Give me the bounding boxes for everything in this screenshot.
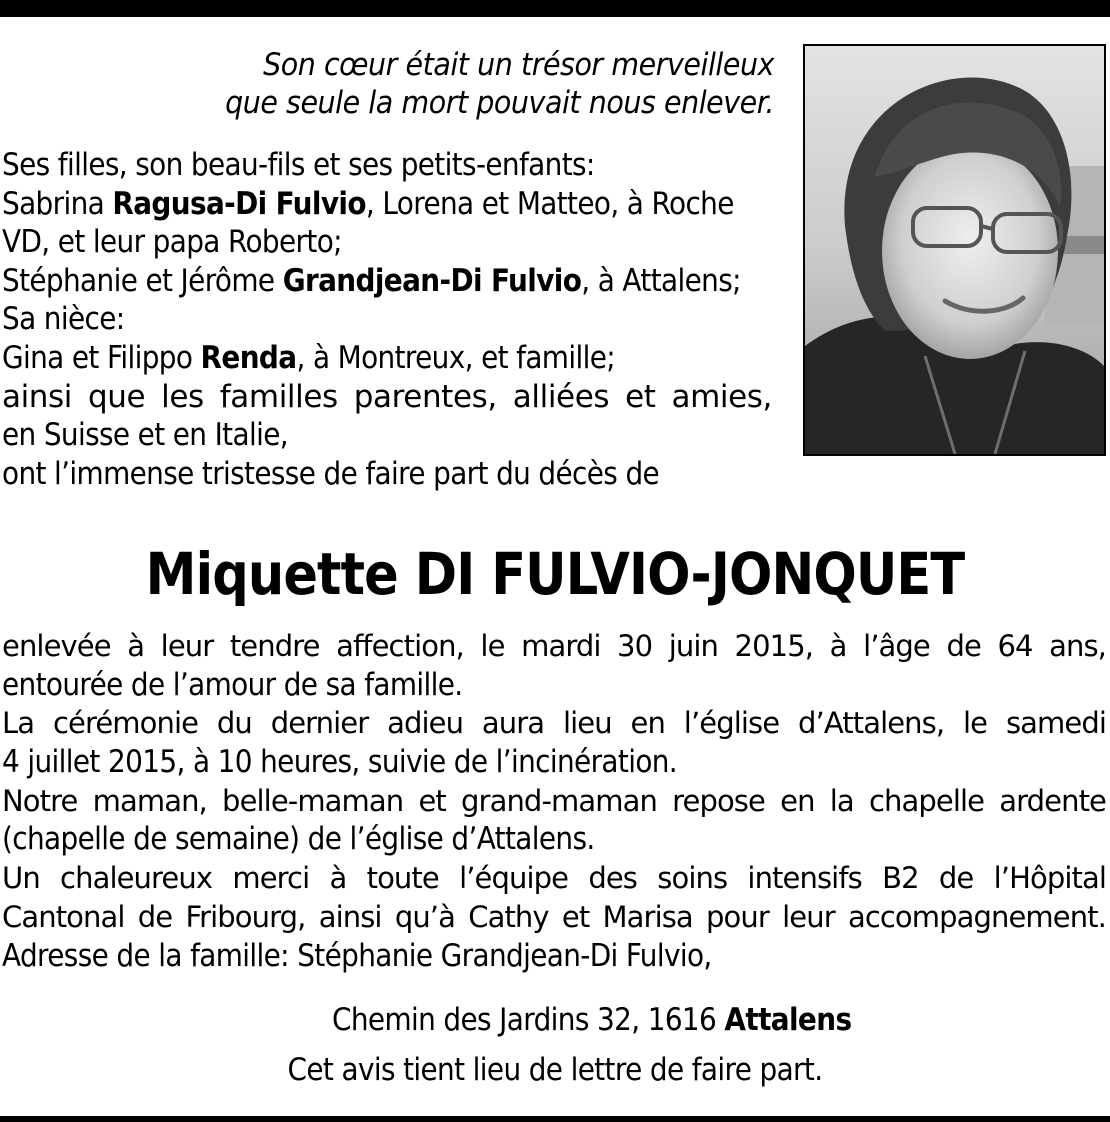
portrait-image: [805, 46, 1104, 454]
address-street: Chemin des Jardins 32, 1616: [332, 1002, 725, 1038]
family-surname: Grandjean-Di Fulvio: [282, 262, 582, 299]
family-text: Stéphanie et Jérôme: [2, 262, 283, 299]
family-line-relatives: ainsi que les familles parentes, alliées et amies,: [2, 378, 772, 415]
family-text: , Lorena et Matteo, à Roche: [365, 185, 734, 222]
body-line-1: enlevée à leur tendre affection, le mardi 30 juin 2015, à l’âge de 64 ans,: [2, 629, 1106, 663]
family-line-announcement: ont l’immense tristesse de faire part du décès de: [2, 455, 660, 492]
family-text: , à Montreux, et famille;: [296, 339, 616, 376]
family-text: Gina et Filippo: [2, 339, 201, 376]
family-line-sabrina: [2, 185, 734, 224]
bottom-rule: [0, 1116, 1110, 1122]
family-line-niece-heading: Sa nièce:: [2, 301, 125, 338]
body-line-4: 4 juillet 2015, à 10 heures, suivie de l’incinération.: [2, 744, 678, 781]
family-line-gina: [2, 339, 695, 378]
announcement-body: [2, 627, 1106, 975]
epigraph-quote: [200, 46, 774, 122]
quote-line-2: que seule la mort pouvait nous enlever.: [225, 85, 775, 121]
family-line-countries: en Suisse et en Italie,: [2, 417, 288, 454]
closing-note: Cet avis tient lieu de lettre de faire part.: [287, 1052, 823, 1088]
body-line-7: Un chaleureux merci à toute l’équipe des soins intensifs B2 de l’Hôpital: [2, 861, 1106, 896]
family-surname: Ragusa-Di Fulvio: [112, 185, 366, 222]
body-line-5: Notre maman, belle-maman et grand-maman repose en la chapelle ardente: [2, 783, 1106, 818]
address-town: Attalens: [724, 1002, 852, 1038]
body-line-8: Cantonal de Fribourg, ainsi qu’à Cathy et Marisa pour leur accompagnement.: [2, 899, 1106, 934]
quote-line-1: Son cœur était un trésor merveilleux: [263, 47, 774, 83]
family-address: [332, 1000, 851, 1040]
family-surname: Renda: [200, 339, 297, 376]
family-line-roberto: VD, et leur papa Roberto;: [2, 224, 342, 261]
deceased-name: Miquette DI FULVIO-JONQUET: [145, 540, 965, 608]
top-rule: [0, 0, 1110, 17]
family-line-stephanie: [2, 262, 741, 301]
family-text: Sabrina: [2, 185, 113, 222]
family-announcement: [2, 146, 772, 493]
body-line-3: La cérémonie du dernier adieu aura lieu en l’église d’Attalens, le samedi: [2, 706, 1106, 741]
portrait-photo: [803, 44, 1106, 456]
body-line-2: entourée de l’amour de sa famille.: [2, 666, 463, 703]
family-text: , à Attalens;: [581, 262, 741, 299]
family-intro: Ses filles, son beau-fils et ses petits-enfants:: [2, 147, 595, 183]
body-line-9: Adresse de la famille: Stéphanie Grandjean-Di Fulvio,: [2, 937, 712, 974]
body-line-6: (chapelle de semaine) de l’église d’Attalens.: [2, 821, 595, 858]
